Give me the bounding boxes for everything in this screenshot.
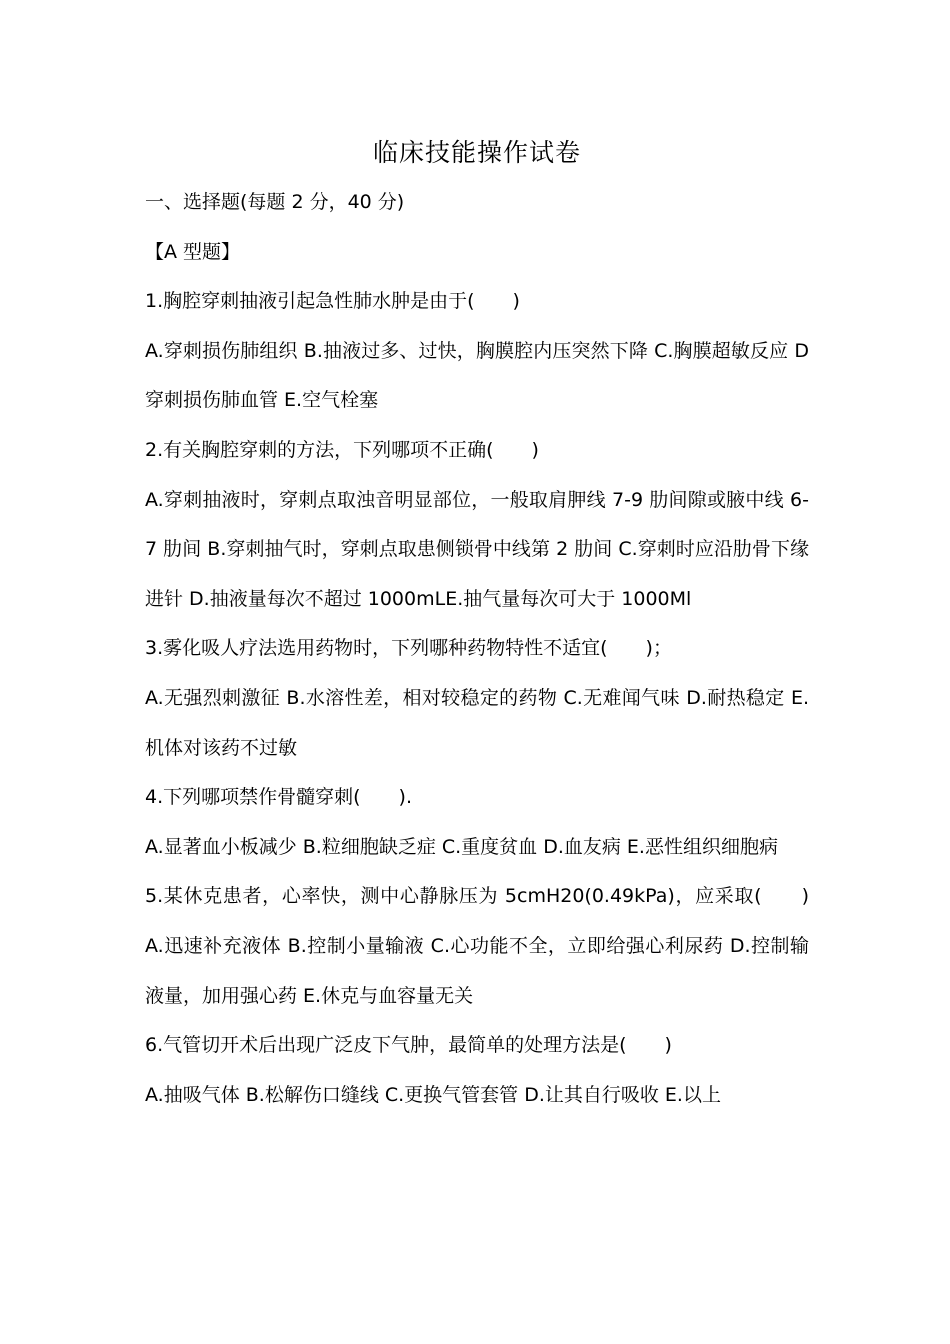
question-1-stem: 1.胸腔穿刺抽液引起急性肺水肿是由于( )	[145, 290, 520, 313]
subsection-heading: 【A 型题】	[145, 240, 241, 263]
question-4-options: A.显著血小板减少 B.粒细胞缺乏症 C.重度贫血 D.血友病 E.恶性组织细胞病	[145, 835, 778, 858]
question-4-stem: 4.下列哪项禁作骨髓穿刺( ).	[145, 786, 412, 809]
section-heading: 一、选择题(每题 2 分，40 分)	[145, 191, 405, 213]
question-1-options: A.穿刺损伤肺组织 B.抽液过多、过快，胸膜腔内压突然下降 C.胸膜超敏反应 D 穿刺损伤肺血管 E.空气栓塞	[145, 339, 809, 412]
question-3-stem: 3.雾化吸人疗法选用药物时，下列哪种药物特性不适宜( )；	[145, 637, 672, 660]
question-3-options: A.无强烈刺激征 B.水溶性差，相对较稳定的药物 C.无难闻气味 D.耐热稳定 E.机体对该药不过敏	[145, 686, 809, 759]
question-6-options: A.抽吸气体 B.松解伤口缝线 C.更换气管套管 D.让其自行吸收 E.以上	[145, 1083, 721, 1106]
question-2-options: A.穿刺抽液时，穿刺点取浊音明显部位，一般取肩胛线 7-9 肋间隙或腋中线 6-7 肋间 B.穿刺抽气时，穿刺点取患侧锁骨中线第 2 肋间 C.穿刺时应沿肋骨下缘进针 D.抽液量每次不超过 1000mLE.抽气量每次可大于 1000Ml	[145, 488, 809, 610]
question-2-stem: 2.有关胸腔穿刺的方法，下列哪项不正确( )	[145, 438, 539, 461]
question-5-stem: 5.某休克患者，心率快，测中心静脉压为 5cmH20(0.49kPa)，应采取( ) A.迅速补充液体 B.控制小量输液 C.心功能不全，立即给强心利尿药 D.控制输液量，加用强心药 E.休克与血容量无关	[145, 885, 809, 1007]
page-title: 临床技能操作试卷	[372, 138, 581, 167]
document-body	[145, 128, 809, 1120]
question-6-stem: 6.气管切开术后出现广泛皮下气肿，最简单的处理方法是( )	[145, 1034, 672, 1057]
